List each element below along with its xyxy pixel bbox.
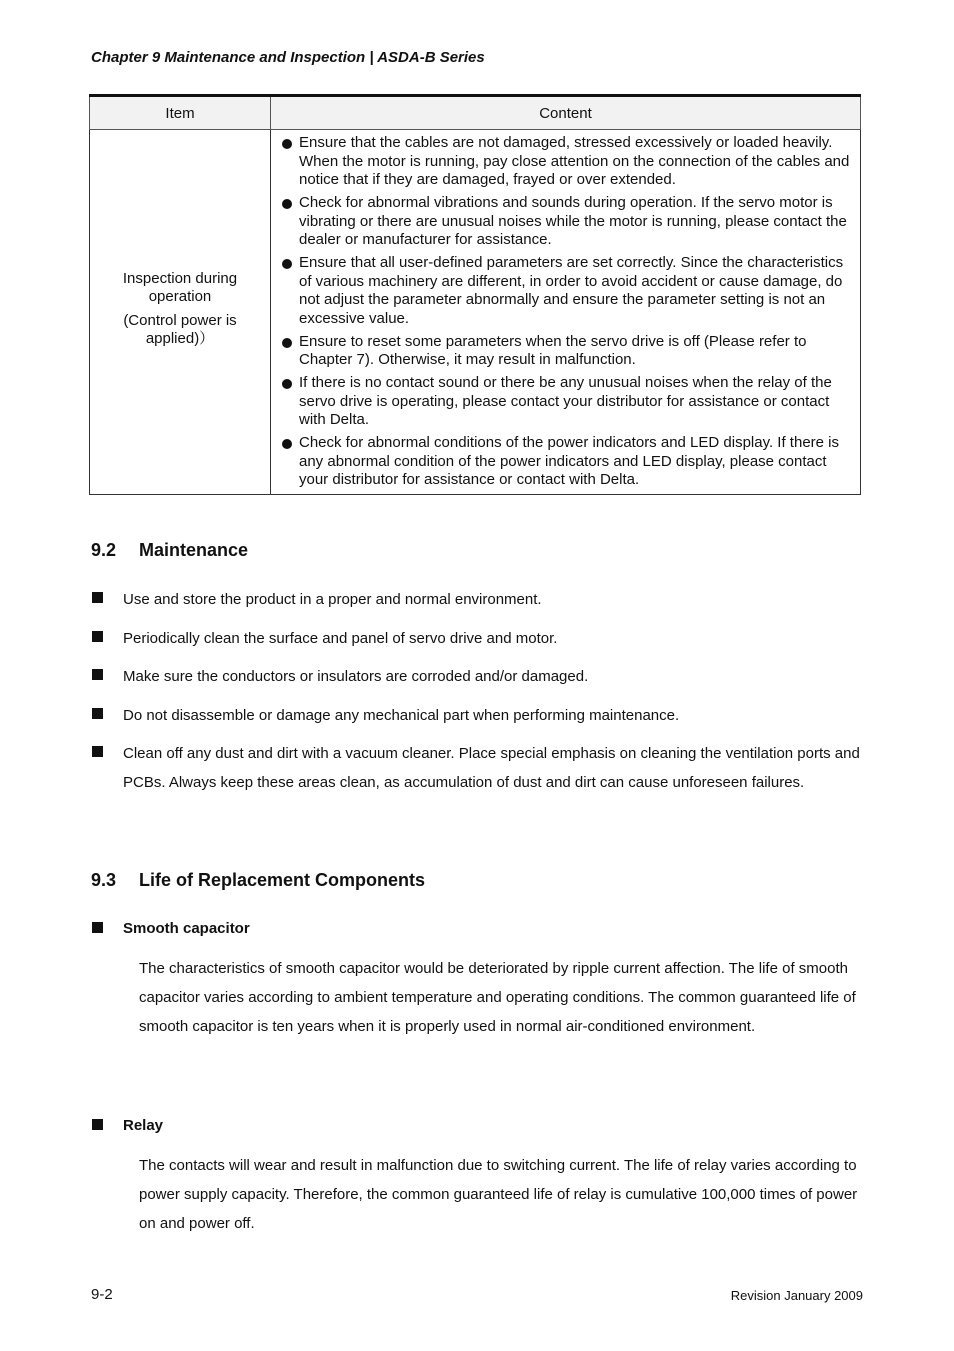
square-bullet-icon <box>92 708 103 719</box>
running-header: Chapter 9 Maintenance and Inspection | ASDA-B Series <box>91 49 485 66</box>
relay-paragraph: The contacts will wear and result in malfunction due to switching current. The life of relay varies according to power supply capacity. Therefore, the common guaranteed life of relay is cumulative 100,000 times of power on and power off. <box>139 1157 858 1232</box>
column-header-content: Content <box>271 96 861 130</box>
list-item: Use and store the product in a proper and normal environment. <box>123 591 542 608</box>
table-header-row <box>90 96 861 130</box>
list-item: Do not disassemble or damage any mechanical part when performing maintenance. <box>123 707 680 724</box>
item-text-line2: (Control power is applied)） <box>123 311 237 347</box>
bullet-text: If there is no contact sound or there be any unusual noises when the relay of the servo drive is operating, please contact your distributor for assistance or contact with Delta. <box>299 374 832 428</box>
bullet-dot-icon <box>282 379 292 389</box>
bullet-dot-icon <box>282 439 292 449</box>
inspection-table <box>89 94 861 495</box>
revision-note: Revision January 2009 <box>730 1288 863 1303</box>
content-bullet <box>281 333 850 370</box>
square-bullet-icon <box>92 669 103 680</box>
content-bullet <box>281 374 850 430</box>
bullet-dot-icon <box>282 338 292 348</box>
content-bullet <box>281 134 850 190</box>
section-heading-life <box>91 870 425 891</box>
list-item: Make sure the conductors or insulators are corroded and/or damaged. <box>123 668 589 685</box>
content-cell <box>271 130 861 495</box>
section-number: 9.3 <box>91 870 117 890</box>
square-bullet-icon <box>92 922 103 933</box>
square-bullet-icon <box>92 592 103 603</box>
bullet-dot-icon <box>282 259 292 269</box>
bullet-text: Ensure that the cables are not damaged, stressed excessively or loaded heavily. When the motor is running, pay close attention on the connection of the cables and notice that if they are damaged, frayed or over extended. <box>299 134 850 188</box>
page-number: 9-2 <box>91 1286 113 1303</box>
bullet-text: Check for abnormal conditions of the power indicators and LED display. If there is any abnormal condition of the power indicators and LED display, please contact your distributor for assistance or contact with Delta. <box>299 434 839 488</box>
section-heading-maintenance <box>91 540 248 561</box>
content-bullet <box>281 254 850 328</box>
table-row <box>90 130 861 495</box>
subheading-smooth-capacitor: Smooth capacitor <box>123 920 250 937</box>
section-number: 9.2 <box>91 540 117 560</box>
subheading-relay: Relay <box>123 1117 164 1134</box>
item-cell <box>90 130 271 495</box>
square-bullet-icon <box>92 746 103 757</box>
column-header-item: Item <box>90 96 271 130</box>
list-item: Clean off any dust and dirt with a vacuum cleaner. Place special emphasis on cleaning the ventilation ports and PCBs. Always keep these areas clean, as accumulation of dust and dirt can cause unforeseen failures. <box>123 745 860 791</box>
bullet-text: Ensure that all user-defined parameters are set correctly. Since the characteristics of various machinery are different, in order to avoid accident or cause damage, do not adjust the parameter abnormally and ensure the parameter setting is not an excessive value. <box>299 254 844 327</box>
section-title: Life of Replacement Components <box>139 870 426 890</box>
bullet-text: Check for abnormal vibrations and sounds during operation. If the servo motor is vibrating or there are unusual noises while the motor is running, please contact the dealer or manufacturer for assistance. <box>299 194 847 248</box>
bullet-dot-icon <box>282 139 292 149</box>
square-bullet-icon <box>92 1119 103 1130</box>
square-bullet-icon <box>92 631 103 642</box>
section-title: Maintenance <box>139 540 249 560</box>
content-bullet <box>281 194 850 250</box>
bullet-dot-icon <box>282 199 292 209</box>
item-text-line1: Inspection during operation <box>122 269 238 305</box>
content-bullet <box>281 434 850 490</box>
bullet-text: Ensure to reset some parameters when the servo drive is off (Please refer to Chapter 7). Otherwise, it may result in malfunction. <box>299 332 807 368</box>
capacitor-paragraph: The characteristics of smooth capacitor would be deteriorated by ripple current affection. The life of smooth capacitor varies according to ambient temperature and operating conditions. The common guaranteed life of smooth capacitor is ten years when it is properly used in normal air-conditioned environment. <box>139 960 856 1035</box>
list-item: Periodically clean the surface and panel of servo drive and motor. <box>123 630 558 647</box>
